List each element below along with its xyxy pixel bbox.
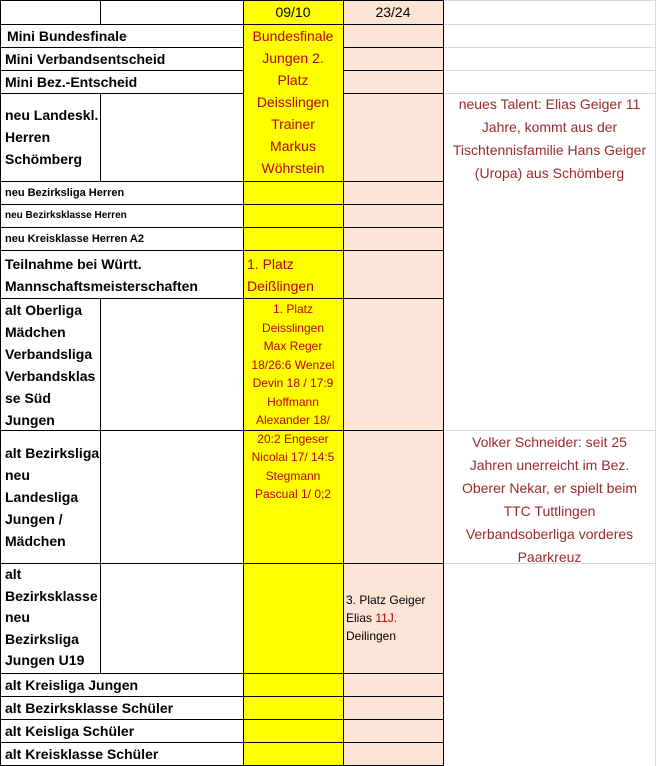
bezirksklasse-u19-result [343, 591, 443, 651]
gridline [343, 47, 443, 48]
gridline [0, 250, 443, 251]
result-name: Elias [346, 611, 376, 625]
label-line: se Süd [5, 390, 51, 406]
label-line: Bezirksklasse [5, 587, 98, 604]
result-line: 3. Platz Geiger [346, 593, 426, 607]
label-line: neu [5, 609, 30, 625]
gridline [343, 0, 344, 766]
label-line: Jungen / [5, 511, 63, 527]
label-line: neu Landeskl. [5, 107, 99, 123]
result-line: Markus [270, 138, 316, 154]
season-2324-column [343, 0, 443, 766]
note-line: Volker Schneider: seit 25 [472, 434, 627, 450]
label-line: Landesliga [5, 489, 79, 505]
label-line: Mädchen [5, 324, 66, 340]
label-line: Herren [5, 129, 51, 145]
gridline [343, 93, 443, 94]
note-line: Paarkreuz [517, 549, 582, 565]
note-line: Verbandsoberliga vorderes [465, 526, 634, 542]
gridline [443, 0, 656, 1]
result-line: Jungen 2. [262, 50, 324, 66]
gridline [0, 0, 1, 766]
result-line: Platz [277, 72, 309, 88]
row-label-bezirksklasse-u19 [5, 564, 100, 672]
result-line: Nicolai 17/ 14:5 [251, 450, 335, 464]
row-label-mini-bez-entscheid: Mini Bez.-Entscheid [5, 73, 138, 90]
row-label-landesklasse [5, 104, 100, 174]
result-line: Devin 18 / 17:9 [252, 376, 334, 390]
gridline [100, 93, 101, 181]
note-line: neues Talent: Elias Geiger 11 [458, 96, 641, 112]
oberliga-result [243, 300, 343, 501]
wuertt-result [247, 253, 343, 297]
row-label-bezirksklasse-herren: neu Bezirksklasse Herren [5, 209, 127, 221]
result-line: Trainer [271, 116, 315, 132]
note-line: Oberer Nekar, er spielt beim [461, 480, 638, 496]
header-season-0910: 09/10 [275, 4, 311, 20]
row-label-bezirksklasse-schueler: alt Bezirksklasse Schüler [5, 699, 174, 716]
gridline [443, 47, 656, 48]
result-line: Bundesfinale [252, 28, 334, 44]
result-line: Pascual 1/ 0;2 [254, 487, 332, 501]
label-line: Jungen U19 [5, 652, 85, 668]
row-label-oberliga-maedchen [5, 299, 100, 430]
label-line: Schömberg [5, 151, 83, 167]
result-line: Hoffmann [267, 394, 319, 409]
result-line: 1. Platz [272, 302, 314, 316]
label-line: Jungen [5, 412, 55, 428]
note-line: Jahren unerreicht im Bez. [469, 457, 630, 473]
schneider-note [443, 431, 656, 563]
row-label-keisliga-schueler: alt Keisliga Schüler [5, 722, 135, 739]
gridline [0, 93, 243, 94]
result-line: Deilingen [346, 629, 397, 643]
gridline [343, 70, 443, 71]
result-line: Max Reger [263, 339, 323, 353]
row-label-mini-bundesfinale: Mini Bundesfinale [7, 27, 127, 44]
talent-note [443, 93, 656, 185]
label-line: Verbandsklas [5, 368, 96, 384]
label-line: Bezirksliga [5, 630, 79, 647]
row-label-kreisklasse-schueler: alt Kreisklasse Schüler [5, 745, 159, 762]
result-line: Deißlingen [247, 278, 314, 294]
gridline [100, 298, 101, 673]
row-label-kreisklasse-herren: neu Kreisklasse Herren A2 [5, 232, 144, 245]
result-line: 20:2 Engeser [257, 431, 329, 446]
result-line: Deisslingen [261, 320, 325, 335]
row-label-bezirksliga-jungen [5, 442, 100, 562]
row-label-bezirksliga-herren: neu Bezirksliga Herren [5, 186, 125, 199]
note-line: Tischtennisfamilie Hans Geiger [452, 142, 647, 158]
label-line: neu [5, 467, 30, 483]
result-line: Wöhrstein [261, 160, 325, 176]
label-line: Mädchen [5, 533, 66, 549]
result-line: 1. Platz [247, 256, 294, 272]
result-line: 18/26:6 Wenzel [251, 357, 335, 372]
label-line: Teilnahme bei Württ. [5, 256, 142, 272]
result-line: Alexander 18/ [255, 413, 331, 427]
label-line: Mannschaftsmeisterschaften [5, 278, 198, 294]
label-line: alt [5, 566, 22, 582]
bundesfinale-result [243, 25, 343, 181]
note-line: Jahre, kommt aus der [481, 119, 618, 135]
gridline [100, 0, 101, 24]
gridline [443, 70, 656, 71]
row-label-kreisliga-jungen: alt Kreisliga Jungen [5, 676, 139, 693]
note-line: (Uropa) aus Schömberg [474, 165, 625, 181]
note-line: TTC Tuttlingen [503, 503, 596, 519]
result-line [346, 609, 443, 627]
header-season-2324: 23/24 [375, 4, 411, 20]
label-line: alt Oberliga [5, 302, 83, 318]
result-age: 11J. [375, 611, 398, 625]
label-line: Verbandsliga [5, 346, 93, 362]
gridline [443, 24, 656, 25]
row-label-mini-verbandsentscheid: Mini Verbandsentscheid [5, 50, 166, 67]
row-label-wuertt-meisterschaften [5, 253, 243, 297]
result-line: Deisslingen [256, 94, 330, 110]
label-line: alt Bezirksliga [5, 445, 100, 461]
result-line: Stegmann [265, 468, 321, 483]
